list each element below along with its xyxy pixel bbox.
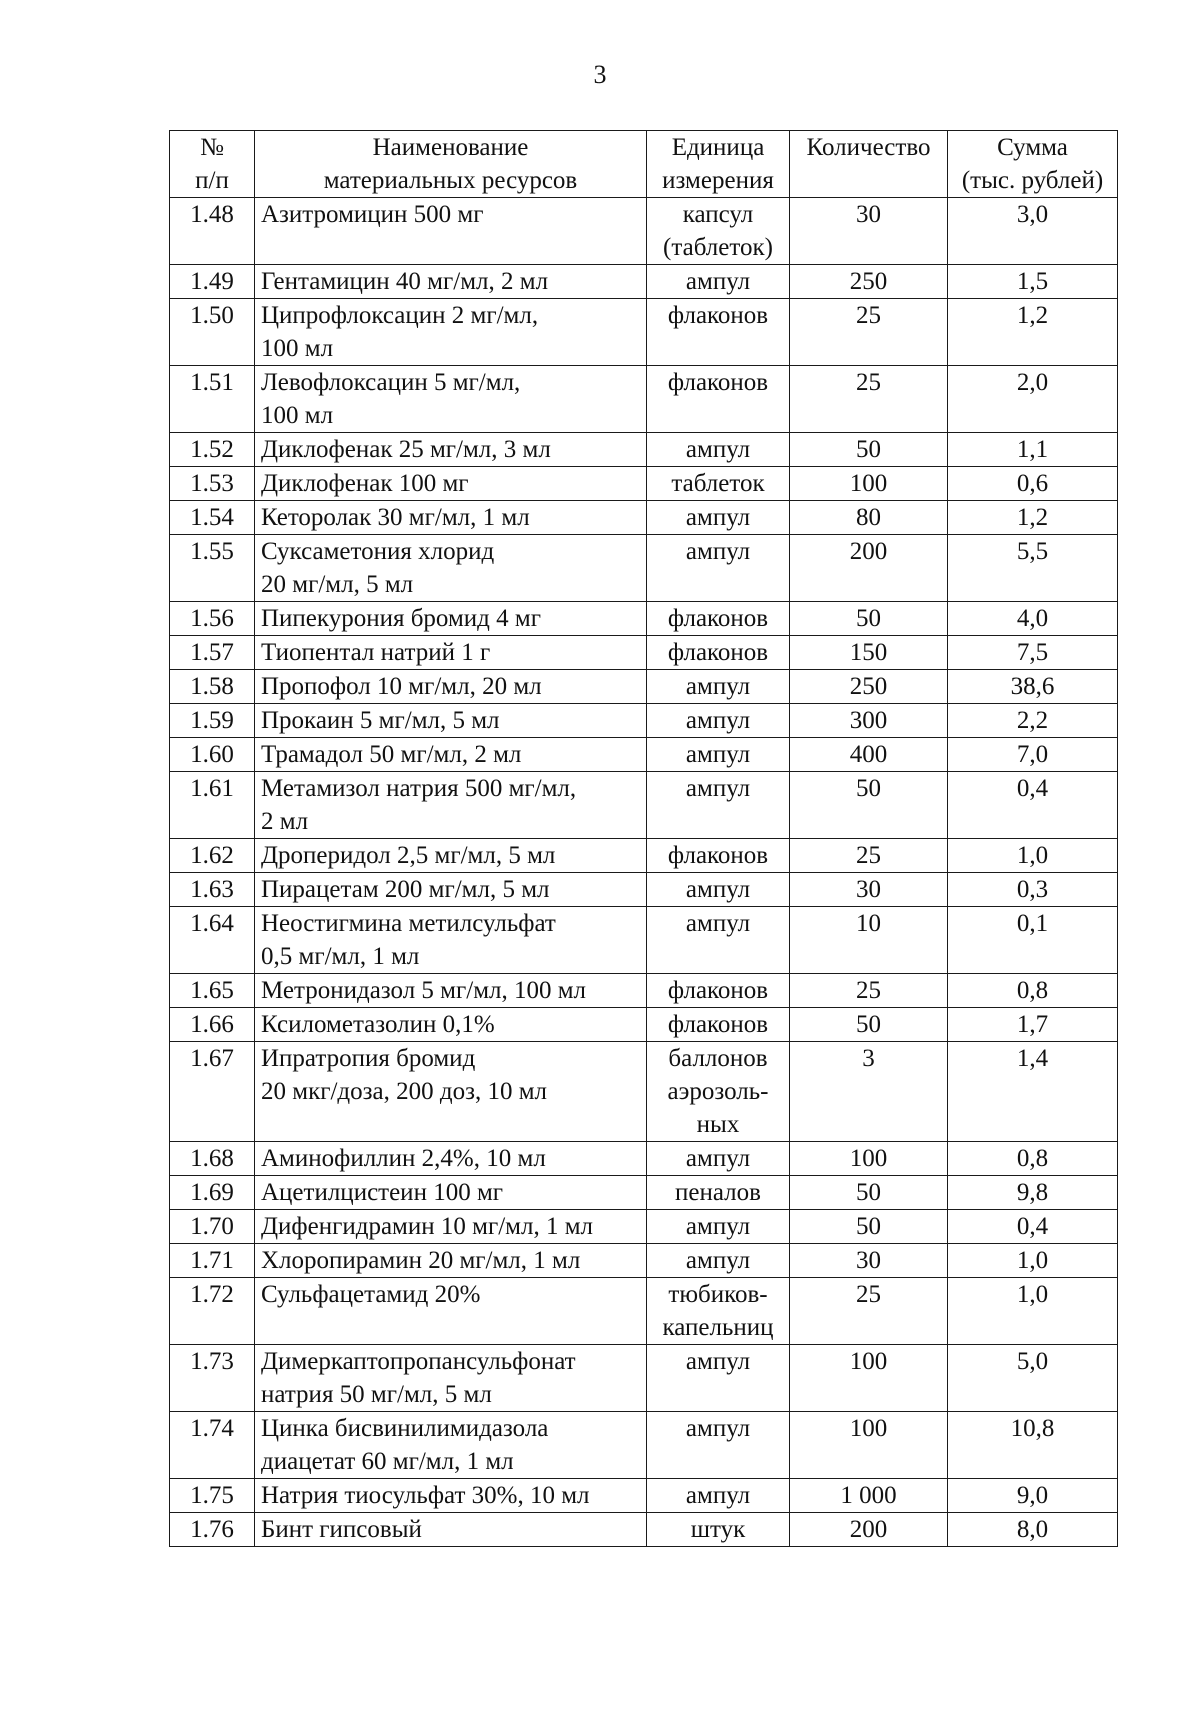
table-row xyxy=(170,907,1118,974)
header-name: Наименование материальных ресурсов xyxy=(255,131,647,198)
quantity-cell: 30 xyxy=(790,1244,948,1278)
unit-of-measure-cell: баллонов аэрозоль- ных xyxy=(647,1042,790,1142)
header-quantity: Количество xyxy=(790,131,948,198)
unit-of-measure-cell: капсул (таблеток) xyxy=(647,198,790,265)
table-row xyxy=(170,772,1118,839)
quantity-cell: 25 xyxy=(790,974,948,1008)
quantity-cell: 50 xyxy=(790,1210,948,1244)
table-row xyxy=(170,1142,1118,1176)
quantity-cell: 400 xyxy=(790,738,948,772)
sum-cell: 0,8 xyxy=(948,1142,1118,1176)
row-number-cell: 1.49 xyxy=(170,265,255,299)
sum-cell: 1,1 xyxy=(948,433,1118,467)
table-row xyxy=(170,467,1118,501)
sum-cell: 8,0 xyxy=(948,1513,1118,1547)
row-number-cell: 1.48 xyxy=(170,198,255,265)
quantity-cell: 50 xyxy=(790,1008,948,1042)
unit-of-measure-cell: ампул xyxy=(647,907,790,974)
quantity-cell: 10 xyxy=(790,907,948,974)
unit-of-measure-cell: флаконов xyxy=(647,366,790,433)
table-row xyxy=(170,839,1118,873)
table-row xyxy=(170,1176,1118,1210)
sum-cell: 1,0 xyxy=(948,1278,1118,1345)
table-row xyxy=(170,501,1118,535)
sum-cell: 4,0 xyxy=(948,602,1118,636)
table-row xyxy=(170,535,1118,602)
quantity-cell: 100 xyxy=(790,467,948,501)
quantity-cell: 30 xyxy=(790,198,948,265)
quantity-cell: 25 xyxy=(790,1278,948,1345)
sum-cell: 7,0 xyxy=(948,738,1118,772)
row-number-cell: 1.67 xyxy=(170,1042,255,1142)
unit-of-measure-cell: ампул xyxy=(647,535,790,602)
resource-name-cell: Неостигмина метилсульфат 0,5 мг/мл, 1 мл xyxy=(255,907,647,974)
unit-of-measure-cell: ампул xyxy=(647,704,790,738)
table-row xyxy=(170,704,1118,738)
table-row xyxy=(170,602,1118,636)
unit-of-measure-cell: тюбиков- капельниц xyxy=(647,1278,790,1345)
unit-of-measure-cell: пеналов xyxy=(647,1176,790,1210)
table-row xyxy=(170,366,1118,433)
resource-name-cell: Ксилометазолин 0,1% xyxy=(255,1008,647,1042)
resources-table xyxy=(169,130,1118,1547)
table-row xyxy=(170,265,1118,299)
quantity-cell: 50 xyxy=(790,772,948,839)
row-number-cell: 1.61 xyxy=(170,772,255,839)
unit-of-measure-cell: флаконов xyxy=(647,299,790,366)
row-number-cell: 1.74 xyxy=(170,1412,255,1479)
resource-name-cell: Ципрофлоксацин 2 мг/мл, 100 мл xyxy=(255,299,647,366)
table-row xyxy=(170,1479,1118,1513)
sum-cell: 3,0 xyxy=(948,198,1118,265)
unit-of-measure-cell: ампул xyxy=(647,1142,790,1176)
unit-of-measure-cell: ампул xyxy=(647,1412,790,1479)
table-row xyxy=(170,738,1118,772)
quantity-cell: 50 xyxy=(790,433,948,467)
row-number-cell: 1.73 xyxy=(170,1345,255,1412)
header-unit: Единица измерения xyxy=(647,131,790,198)
quantity-cell: 3 xyxy=(790,1042,948,1142)
row-number-cell: 1.60 xyxy=(170,738,255,772)
row-number-cell: 1.66 xyxy=(170,1008,255,1042)
resource-name-cell: Пипекурония бромид 4 мг xyxy=(255,602,647,636)
sum-cell: 1,2 xyxy=(948,299,1118,366)
quantity-cell: 50 xyxy=(790,1176,948,1210)
row-number-cell: 1.50 xyxy=(170,299,255,366)
header-number: № п/п xyxy=(170,131,255,198)
resource-name-cell: Левофлоксацин 5 мг/мл, 100 мл xyxy=(255,366,647,433)
resource-name-cell: Метронидазол 5 мг/мл, 100 мл xyxy=(255,974,647,1008)
unit-of-measure-cell: ампул xyxy=(647,670,790,704)
table-header xyxy=(170,131,1118,198)
resource-name-cell: Пропофол 10 мг/мл, 20 мл xyxy=(255,670,647,704)
row-number-cell: 1.71 xyxy=(170,1244,255,1278)
table-row xyxy=(170,198,1118,265)
row-number-cell: 1.75 xyxy=(170,1479,255,1513)
table-row xyxy=(170,1345,1118,1412)
header-sum: Сумма (тыс. рублей) xyxy=(948,131,1118,198)
resource-name-cell: Диклофенак 25 мг/мл, 3 мл xyxy=(255,433,647,467)
unit-of-measure-cell: ампул xyxy=(647,1210,790,1244)
sum-cell: 1,5 xyxy=(948,265,1118,299)
resource-name-cell: Диклофенак 100 мг xyxy=(255,467,647,501)
row-number-cell: 1.59 xyxy=(170,704,255,738)
table-row xyxy=(170,1513,1118,1547)
table-row xyxy=(170,1244,1118,1278)
quantity-cell: 100 xyxy=(790,1345,948,1412)
sum-cell: 7,5 xyxy=(948,636,1118,670)
resource-name-cell: Димеркаптопропансульфонат натрия 50 мг/мл, 5 мл xyxy=(255,1345,647,1412)
row-number-cell: 1.58 xyxy=(170,670,255,704)
unit-of-measure-cell: флаконов xyxy=(647,1008,790,1042)
sum-cell: 2,0 xyxy=(948,366,1118,433)
unit-of-measure-cell: ампул xyxy=(647,1244,790,1278)
sum-cell: 1,4 xyxy=(948,1042,1118,1142)
resource-name-cell: Сульфацетамид 20% xyxy=(255,1278,647,1345)
row-number-cell: 1.53 xyxy=(170,467,255,501)
table-row xyxy=(170,1210,1118,1244)
resource-name-cell: Метамизол натрия 500 мг/мл, 2 мл xyxy=(255,772,647,839)
table-row xyxy=(170,873,1118,907)
sum-cell: 38,6 xyxy=(948,670,1118,704)
quantity-cell: 150 xyxy=(790,636,948,670)
sum-cell: 1,0 xyxy=(948,1244,1118,1278)
quantity-cell: 100 xyxy=(790,1142,948,1176)
sum-cell: 9,8 xyxy=(948,1176,1118,1210)
header-row xyxy=(170,131,1118,198)
row-number-cell: 1.56 xyxy=(170,602,255,636)
table-row xyxy=(170,1412,1118,1479)
unit-of-measure-cell: ампул xyxy=(647,873,790,907)
quantity-cell: 50 xyxy=(790,602,948,636)
unit-of-measure-cell: штук xyxy=(647,1513,790,1547)
resource-name-cell: Прокаин 5 мг/мл, 5 мл xyxy=(255,704,647,738)
unit-of-measure-cell: ампул xyxy=(647,772,790,839)
resource-name-cell: Суксаметония хлорид 20 мг/мл, 5 мл xyxy=(255,535,647,602)
unit-of-measure-cell: ампул xyxy=(647,265,790,299)
quantity-cell: 25 xyxy=(790,299,948,366)
table-row xyxy=(170,670,1118,704)
quantity-cell: 25 xyxy=(790,366,948,433)
unit-of-measure-cell: ампул xyxy=(647,433,790,467)
resource-name-cell: Цинка бисвинилимидазола диацетат 60 мг/мл, 1 мл xyxy=(255,1412,647,1479)
row-number-cell: 1.68 xyxy=(170,1142,255,1176)
unit-of-measure-cell: флаконов xyxy=(647,602,790,636)
row-number-cell: 1.54 xyxy=(170,501,255,535)
resource-name-cell: Хлоропирамин 20 мг/мл, 1 мл xyxy=(255,1244,647,1278)
resource-name-cell: Кеторолак 30 мг/мл, 1 мл xyxy=(255,501,647,535)
row-number-cell: 1.69 xyxy=(170,1176,255,1210)
table-row xyxy=(170,974,1118,1008)
sum-cell: 1,2 xyxy=(948,501,1118,535)
unit-of-measure-cell: флаконов xyxy=(647,974,790,1008)
quantity-cell: 200 xyxy=(790,1513,948,1547)
resource-name-cell: Азитромицин 500 мг xyxy=(255,198,647,265)
table-row xyxy=(170,1042,1118,1142)
row-number-cell: 1.64 xyxy=(170,907,255,974)
quantity-cell: 100 xyxy=(790,1412,948,1479)
table-body xyxy=(170,198,1118,1547)
quantity-cell: 300 xyxy=(790,704,948,738)
resource-name-cell: Пирацетам 200 мг/мл, 5 мл xyxy=(255,873,647,907)
resource-name-cell: Аминофиллин 2,4%, 10 мл xyxy=(255,1142,647,1176)
table-row xyxy=(170,636,1118,670)
resource-name-cell: Тиопентал натрий 1 г xyxy=(255,636,647,670)
table-row xyxy=(170,1278,1118,1345)
unit-of-measure-cell: ампул xyxy=(647,501,790,535)
resource-name-cell: Бинт гипсовый xyxy=(255,1513,647,1547)
row-number-cell: 1.65 xyxy=(170,974,255,1008)
table-row xyxy=(170,433,1118,467)
row-number-cell: 1.62 xyxy=(170,839,255,873)
quantity-cell: 80 xyxy=(790,501,948,535)
sum-cell: 0,3 xyxy=(948,873,1118,907)
unit-of-measure-cell: ампул xyxy=(647,1345,790,1412)
resource-name-cell: Ацетилцистеин 100 мг xyxy=(255,1176,647,1210)
unit-of-measure-cell: флаконов xyxy=(647,636,790,670)
sum-cell: 0,8 xyxy=(948,974,1118,1008)
quantity-cell: 200 xyxy=(790,535,948,602)
resource-name-cell: Ипратропия бромид 20 мкг/доза, 200 доз, 10 мл xyxy=(255,1042,647,1142)
unit-of-measure-cell: таблеток xyxy=(647,467,790,501)
quantity-cell: 1 000 xyxy=(790,1479,948,1513)
sum-cell: 1,7 xyxy=(948,1008,1118,1042)
row-number-cell: 1.72 xyxy=(170,1278,255,1345)
sum-cell: 0,6 xyxy=(948,467,1118,501)
quantity-cell: 30 xyxy=(790,873,948,907)
sum-cell: 10,8 xyxy=(948,1412,1118,1479)
quantity-cell: 25 xyxy=(790,839,948,873)
table-row xyxy=(170,1008,1118,1042)
row-number-cell: 1.70 xyxy=(170,1210,255,1244)
unit-of-measure-cell: ампул xyxy=(647,1479,790,1513)
row-number-cell: 1.52 xyxy=(170,433,255,467)
unit-of-measure-cell: флаконов xyxy=(647,839,790,873)
sum-cell: 9,0 xyxy=(948,1479,1118,1513)
sum-cell: 2,2 xyxy=(948,704,1118,738)
sum-cell: 1,0 xyxy=(948,839,1118,873)
row-number-cell: 1.51 xyxy=(170,366,255,433)
sum-cell: 5,5 xyxy=(948,535,1118,602)
sum-cell: 0,1 xyxy=(948,907,1118,974)
row-number-cell: 1.63 xyxy=(170,873,255,907)
unit-of-measure-cell: ампул xyxy=(647,738,790,772)
row-number-cell: 1.55 xyxy=(170,535,255,602)
table-row xyxy=(170,299,1118,366)
quantity-cell: 250 xyxy=(790,265,948,299)
row-number-cell: 1.76 xyxy=(170,1513,255,1547)
resource-name-cell: Трамадол 50 мг/мл, 2 мл xyxy=(255,738,647,772)
quantity-cell: 250 xyxy=(790,670,948,704)
sum-cell: 0,4 xyxy=(948,1210,1118,1244)
resource-name-cell: Дифенгидрамин 10 мг/мл, 1 мл xyxy=(255,1210,647,1244)
page-number: 3 xyxy=(593,60,607,89)
row-number-cell: 1.57 xyxy=(170,636,255,670)
sum-cell: 5,0 xyxy=(948,1345,1118,1412)
resource-name-cell: Натрия тиосульфат 30%, 10 мл xyxy=(255,1479,647,1513)
resource-name-cell: Дроперидол 2,5 мг/мл, 5 мл xyxy=(255,839,647,873)
resource-name-cell: Гентамицин 40 мг/мл, 2 мл xyxy=(255,265,647,299)
sum-cell: 0,4 xyxy=(948,772,1118,839)
